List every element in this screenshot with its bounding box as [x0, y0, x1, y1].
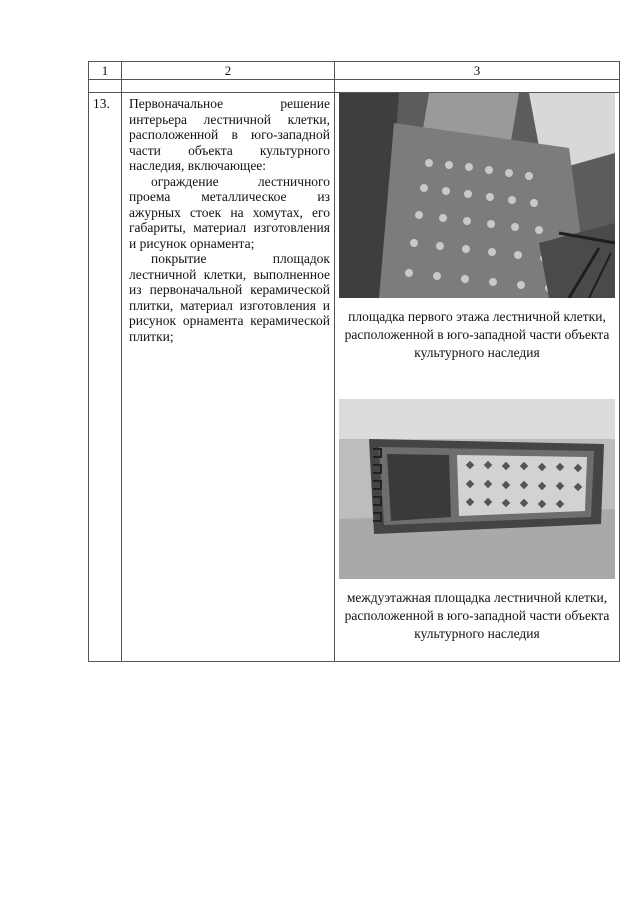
header-row — [89, 62, 620, 80]
description-tiles: покрытие площадок лестничной клетки, выполненное из первоначальной керамической плитки, материал изготовления и рисунок орнамента керамической плитки; — [129, 251, 330, 344]
header-cell-1: 1 — [89, 62, 122, 80]
table-row — [89, 93, 620, 662]
spacer-cell — [335, 80, 620, 93]
photo-caption: площадка первого этажа лестничной клетки, расположенной в юго-западной части объекта культурного наследия — [344, 309, 610, 360]
row-number: 13. — [89, 93, 122, 662]
landing-photo-mid-floor — [339, 399, 615, 579]
spacer-cell — [89, 80, 122, 93]
description-railing: ограждение лестничного проема металлическое из ажурных стоек на хомутах, его габариты, материал изготовления и рисунок орнамента; — [129, 173, 330, 251]
header-cell-2: 2 — [122, 62, 335, 80]
photo-caption: междуэтажная площадка лестничной клетки, расположенной в юго-западной части объекта культурного наследия — [344, 590, 610, 641]
spacer-cell — [122, 80, 335, 93]
spacer-row — [89, 80, 620, 93]
description-intro: Первоначальное решение интерьера лестничной клетки, расположенной в юго-западной части объекта культурного наследия, включающее: — [129, 96, 330, 173]
header-cell-3: 3 — [335, 62, 620, 80]
photos-cell — [335, 93, 620, 662]
heritage-table — [88, 61, 620, 662]
landing-photo-first-floor — [339, 93, 615, 298]
description-cell — [122, 93, 335, 662]
